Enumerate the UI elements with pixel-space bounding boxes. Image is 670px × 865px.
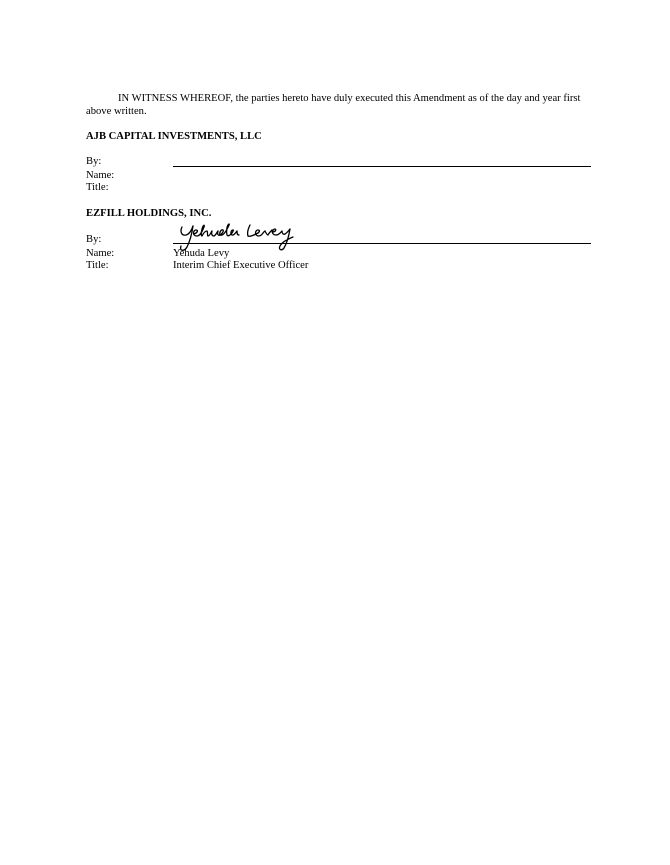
party-ezfill-heading: EZFILL HOLDINGS, INC. [86,208,212,219]
party-ezfill-name-value: Yehuda Levy [173,248,230,259]
party-ezfill-title-label: Title: [86,260,109,271]
witness-paragraph: IN WITNESS WHEREOF, the parties hereto have duly executed this Amendment as of the day and year first above written. [86,93,581,117]
party-ajb-heading: AJB CAPITAL INVESTMENTS, LLC [86,131,262,142]
party-ezfill-name-label: Name: [86,248,115,259]
party-ajb-signature-line [173,166,591,167]
party-ajb-by-label: By: [86,156,102,167]
party-ezfill-by-label: By: [86,234,102,245]
party-ezfill-signature-line [173,243,591,244]
party-ajb-title-label: Title: [86,182,109,193]
party-ajb-name-label: Name: [86,170,115,181]
party-ezfill-title-value: Interim Chief Executive Officer [173,260,309,271]
